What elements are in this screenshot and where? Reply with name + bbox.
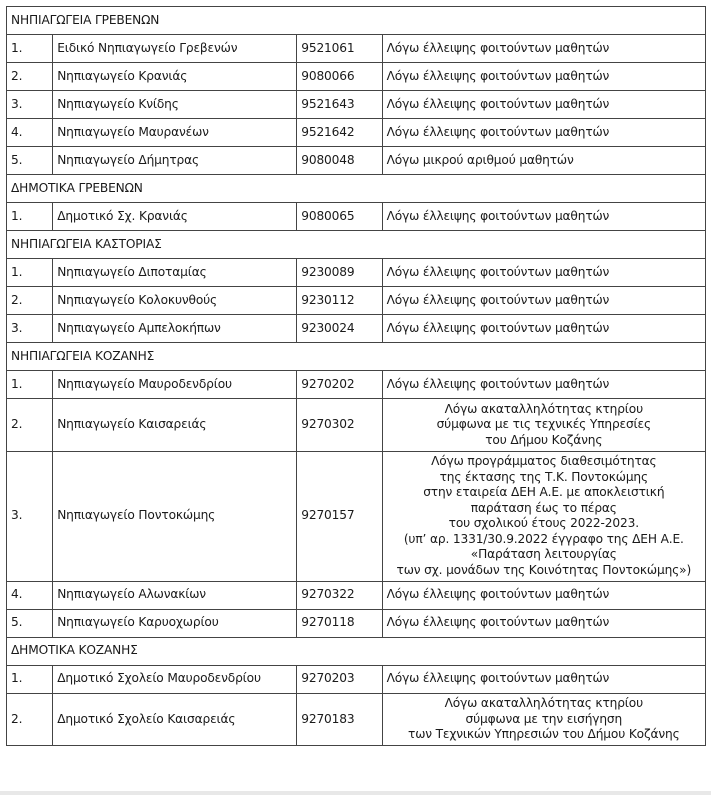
school-name: Νηπιαγωγείο Κνίδης (53, 91, 297, 119)
section-header-row (7, 343, 706, 371)
closure-reason (382, 147, 705, 175)
section-title: ΝΗΠΙΑΓΩΓΕΙΑ ΚΟΖΑΝΗΣ (7, 343, 706, 371)
reason-line: «Παράταση λειτουργίας (470, 547, 617, 561)
reason-line: Λόγω έλλειψης φοιτούντων μαθητών (386, 615, 610, 630)
closures-table (6, 6, 706, 746)
reason-line: Λόγω έλλειψης φοιτούντων μαθητών (386, 376, 610, 391)
row-number: 1. (7, 665, 53, 693)
reason-line: Λόγω έλλειψης φοιτούντων μαθητών (386, 671, 610, 686)
school-name: Νηπιαγωγείο Κρανιάς (53, 63, 297, 91)
school-code: 9270203 (297, 665, 382, 693)
table-row (7, 451, 706, 581)
closure-reason (382, 609, 705, 637)
reason-line: στην εταιρεία ΔΕΗ Α.Ε. με αποκλειστική (423, 485, 665, 499)
reason-lines (387, 615, 701, 631)
reason-lines (387, 125, 701, 141)
row-number: 2. (7, 63, 53, 91)
closures-table-body (7, 7, 706, 746)
row-number: 2. (7, 399, 53, 452)
school-name: Νηπιαγωγείο Αμπελοκήπων (53, 315, 297, 343)
row-number: 3. (7, 451, 53, 581)
closure-reason (382, 35, 705, 63)
reason-lines (387, 97, 701, 113)
closure-reason (382, 63, 705, 91)
closure-reason (382, 91, 705, 119)
row-number: 3. (7, 315, 53, 343)
reason-line: Λόγω προγράμματος διαθεσιμότητας (431, 454, 657, 468)
table-row (7, 203, 706, 231)
reason-lines (387, 587, 701, 603)
school-name: Νηπιαγωγείο Μαυροδενδρίου (53, 371, 297, 399)
table-row (7, 147, 706, 175)
reason-line: Λόγω έλλειψης φοιτούντων μαθητών (386, 264, 610, 279)
school-name: Νηπιαγωγείο Καρυοχωρίου (53, 609, 297, 637)
reason-line: των σχ. μονάδων της Κοινότητας Ποντοκώμης») (396, 562, 692, 577)
table-row (7, 35, 706, 63)
closure-reason (382, 259, 705, 287)
school-code: 9080066 (297, 63, 382, 91)
school-code: 9230089 (297, 259, 382, 287)
school-name: Νηπιαγωγείο Καισαρειάς (53, 399, 297, 452)
section-header-row (7, 7, 706, 35)
reason-line: Λόγω έλλειψης φοιτούντων μαθητών (386, 40, 610, 55)
closure-reason (382, 203, 705, 231)
school-name: Νηπιαγωγείο Ποντοκώμης (53, 451, 297, 581)
school-code: 9270302 (297, 399, 382, 452)
school-code: 9270202 (297, 371, 382, 399)
table-row (7, 259, 706, 287)
school-name: Νηπιαγωγείο Δήμητρας (53, 147, 297, 175)
row-number: 4. (7, 119, 53, 147)
row-number: 3. (7, 91, 53, 119)
reason-line: Λόγω έλλειψης φοιτούντων μαθητών (386, 96, 610, 111)
reason-lines (387, 377, 701, 393)
reason-line: Λόγω έλλειψης φοιτούντων μαθητών (386, 292, 610, 307)
row-number: 2. (7, 693, 53, 746)
closure-reason (382, 693, 705, 746)
reason-line: παράταση έως το πέρας (470, 500, 617, 515)
table-row (7, 609, 706, 637)
closure-reason (382, 581, 705, 609)
row-number: 2. (7, 287, 53, 315)
section-title: ΝΗΠΙΑΓΩΓΕΙΑ ΓΡΕΒΕΝΩΝ (7, 7, 706, 35)
school-name: Νηπιαγωγείο Κολοκυνθούς (53, 287, 297, 315)
school-code: 9080048 (297, 147, 382, 175)
reason-lines (387, 454, 701, 578)
reason-line: Λόγω έλλειψης φοιτούντων μαθητών (386, 68, 610, 83)
school-code: 9521643 (297, 91, 382, 119)
closure-reason (382, 315, 705, 343)
row-number: 5. (7, 609, 53, 637)
table-row (7, 693, 706, 746)
row-number: 4. (7, 581, 53, 609)
table-row (7, 665, 706, 693)
reason-lines (387, 153, 701, 169)
reason-line: σύμφωνα με τις τεχνικές Υπηρεσίες (436, 417, 651, 431)
section-header-row (7, 231, 706, 259)
reason-lines (387, 402, 701, 449)
reason-lines (387, 41, 701, 57)
school-code: 9230024 (297, 315, 382, 343)
school-code: 9270322 (297, 581, 382, 609)
school-code: 9521642 (297, 119, 382, 147)
closure-reason (382, 287, 705, 315)
reason-lines (387, 209, 701, 225)
table-row (7, 91, 706, 119)
school-name: Δημοτικό Σχολείο Μαυροδενδρίου (53, 665, 297, 693)
page-bottom-edge (0, 791, 711, 795)
row-number: 1. (7, 203, 53, 231)
reason-line: της έκτασης της Τ.Κ. Ποντοκώμης (439, 469, 649, 484)
row-number: 1. (7, 35, 53, 63)
school-name: Ειδικό Νηπιαγωγείο Γρεβενών (53, 35, 297, 63)
reason-line: Λόγω ακαταλληλότητας κτηρίου (444, 696, 643, 710)
reason-line: του σχολικού έτους 2022-2023. (448, 516, 639, 530)
school-name: Νηπιαγωγείο Μαυρανέων (53, 119, 297, 147)
reason-line: Λόγω έλλειψης φοιτούντων μαθητών (386, 320, 610, 335)
reason-lines (387, 321, 701, 337)
reason-lines (387, 696, 701, 743)
reason-lines (387, 69, 701, 85)
school-code: 9270118 (297, 609, 382, 637)
reason-line: Λόγω έλλειψης φοιτούντων μαθητών (386, 124, 610, 139)
table-row (7, 315, 706, 343)
school-code: 9080065 (297, 203, 382, 231)
school-name: Νηπιαγωγείο Αλωνακίων (53, 581, 297, 609)
closure-reason (382, 399, 705, 452)
table-row (7, 287, 706, 315)
school-name: Δημοτικό Σχολείο Καισαρειάς (53, 693, 297, 746)
reason-line: Λόγω έλλειψης φοιτούντων μαθητών (386, 587, 610, 602)
closure-reason (382, 665, 705, 693)
table-row (7, 371, 706, 399)
reason-line: Λόγω έλλειψης φοιτούντων μαθητών (386, 208, 610, 223)
reason-line: του Δήμου Κοζάνης (485, 432, 603, 447)
reason-line: (υπ’ αρ. 1331/30.9.2022 έγγραφο της ΔΕΗ Α.Ε. (403, 531, 684, 546)
closure-reason (382, 451, 705, 581)
section-title: ΝΗΠΙΑΓΩΓΕΙΑ ΚΑΣΤΟΡΙΑΣ (7, 231, 706, 259)
table-row (7, 119, 706, 147)
table-row (7, 399, 706, 452)
reason-line: Λόγω ακαταλληλότητας κτηρίου (444, 401, 643, 416)
reason-lines (387, 671, 701, 687)
reason-line: σύμφωνα με την εισήγηση (465, 711, 623, 726)
school-code: 9270183 (297, 693, 382, 746)
section-title: ΔΗΜΟΤΙΚΑ ΓΡΕΒΕΝΩΝ (7, 175, 706, 203)
section-header-row (7, 175, 706, 203)
school-code: 9230112 (297, 287, 382, 315)
reason-lines (387, 293, 701, 309)
school-code: 9521061 (297, 35, 382, 63)
reason-line: Λόγω μικρού αριθμού μαθητών (386, 152, 574, 167)
reason-line: των Τεχνικών Υπηρεσιών του Δήμου Κοζάνης (408, 727, 680, 741)
table-row (7, 581, 706, 609)
closure-reason (382, 119, 705, 147)
school-code: 9270157 (297, 451, 382, 581)
reason-lines (387, 265, 701, 281)
row-number: 1. (7, 259, 53, 287)
school-name: Δημοτικό Σχ. Κρανιάς (53, 203, 297, 231)
table-row (7, 63, 706, 91)
section-header-row (7, 637, 706, 665)
row-number: 5. (7, 147, 53, 175)
row-number: 1. (7, 371, 53, 399)
closure-reason (382, 371, 705, 399)
section-title: ΔΗΜΟΤΙΚΑ ΚΟΖΑΝΗΣ (7, 637, 706, 665)
school-name: Νηπιαγωγείο Διποταμίας (53, 259, 297, 287)
